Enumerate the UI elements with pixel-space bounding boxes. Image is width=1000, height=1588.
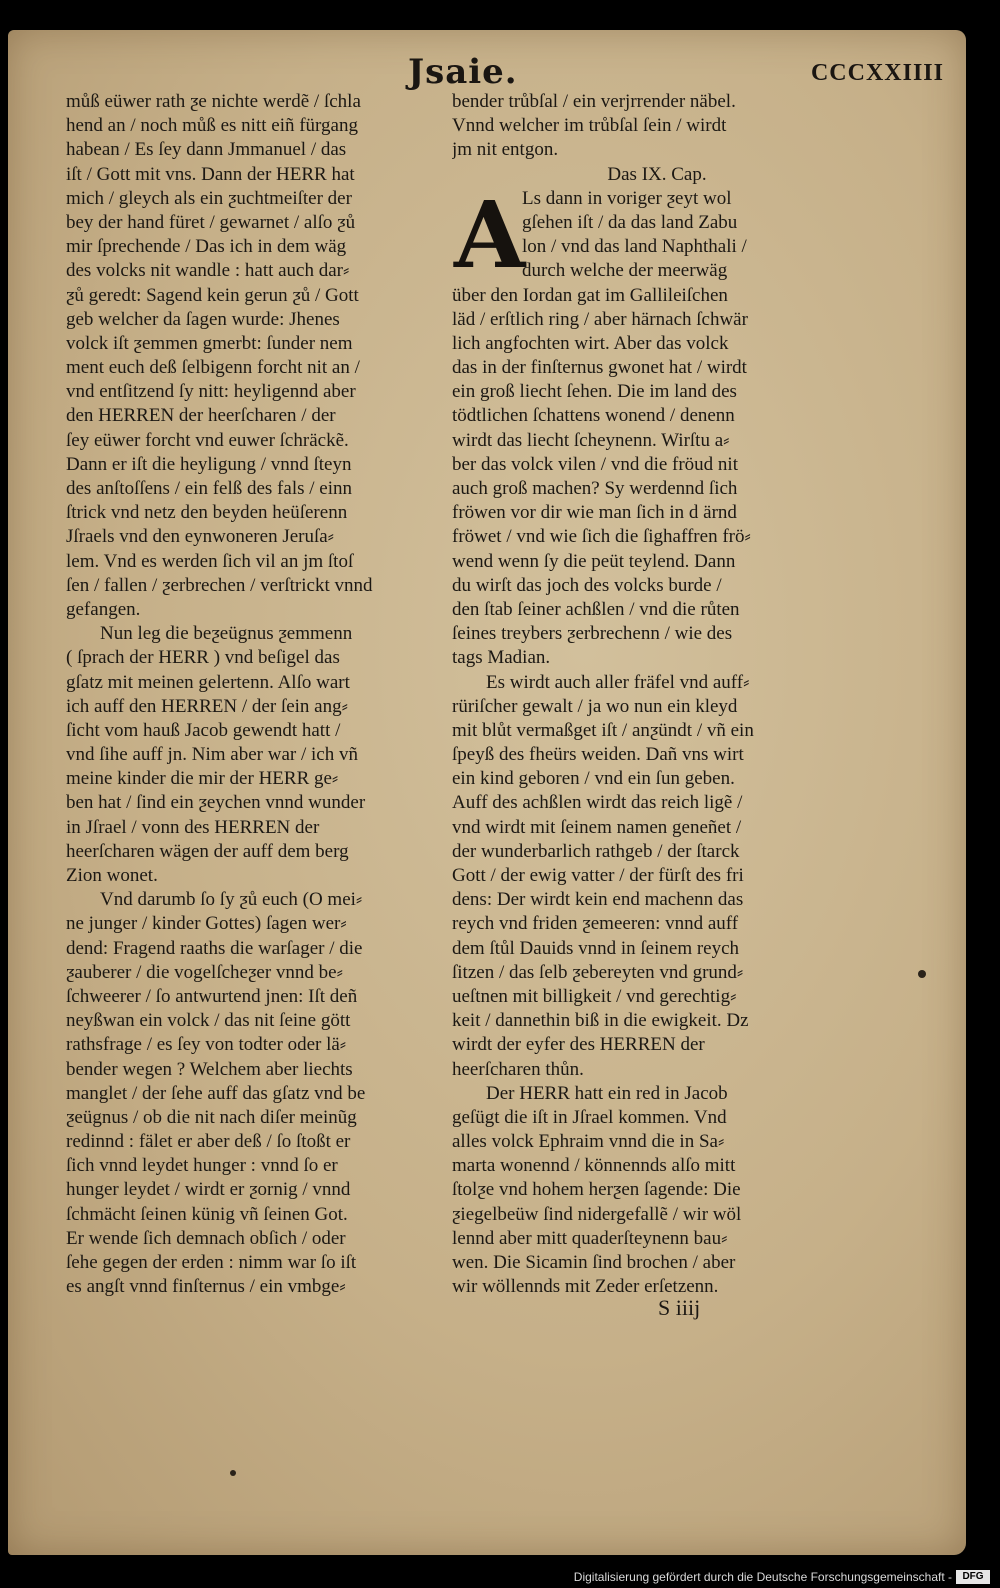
text-line: heerſcharen thůn. (452, 1058, 584, 1080)
text-line: es angſt vnnd finſternus / ein vmbge⸗ (66, 1276, 346, 1298)
text-line: Gott / der ewig vatter / der fürſt des fri (452, 865, 744, 886)
text-line: wend wenn ſy die peüt teylend. Dann (452, 550, 736, 572)
text-line: ne junger / kinder Gottes) ſagen wer⸗ (66, 913, 347, 935)
text-line: mit blůt vermaßget iſt / anƺündt / vñ ein (452, 719, 754, 741)
dfg-logo: DFG (956, 1570, 990, 1584)
text-line: des anſtoſſens / ein felß des fals / einn (66, 478, 352, 499)
text-line: wir wöllennds mit Zeder erſetzenn. (452, 1276, 719, 1298)
text-line: Dann er iſt die heyligung / vnnd ſteyn (66, 453, 352, 475)
running-title: Jsaie. (408, 52, 518, 92)
text-line: hunger leydet / wirdt er ƺornig / vnnd (66, 1179, 351, 1201)
text-line: lem. Vnd es werden ſich vil an jm ſtoſ (66, 550, 354, 572)
text-line: alles volck Ephraim vnnd die in Sa⸗ (452, 1131, 725, 1153)
text-line: du wirſt das joch des volcks burde / (452, 574, 722, 596)
text-line: ſitzen / das ſelb ƺebereyten vnd grund⸗ (452, 961, 744, 983)
text-line: wirdt der eyfer des HERREN der (452, 1034, 705, 1056)
text-line: ( ſprach der HERR ) vnd beſigel das (66, 647, 340, 669)
text-line: ein groß liecht ſehen. Die im land des (452, 381, 737, 403)
text-line: tags Madian. (452, 647, 551, 669)
text-line: ſchweerer / ſo antwurtend jnen: Iſt deñ (66, 985, 358, 1007)
text-line: ueſtnen mit billigkeit / vnd gerechtig⸗ (452, 985, 737, 1007)
text-line: redinnd : fälet er aber deß / ſo ſtoßt er (66, 1131, 351, 1153)
text-line: rüriſcher gewalt / ja wo nun ein kleyd (452, 695, 738, 717)
text-line: fröwet / vnd wie ſich die ſighaffren frö⸗ (452, 526, 751, 548)
text-line: Er wende ſich demnach obſich / oder (66, 1227, 346, 1249)
left-column (66, 90, 441, 1299)
text-line: den HERREN der heerſcharen / der (66, 405, 336, 427)
text-line: můß eüwer rath ƺe nichte werdẽ / ſchla (66, 91, 361, 112)
text-line: ƺiegelbeüw ſind nidergefallẽ / wir wöl (452, 1203, 742, 1225)
book-page (8, 30, 966, 1555)
text-line: geſügt die iſt in Jſrael kommen. Vnd (452, 1106, 727, 1128)
text-line: mir ſprechende / Das ich in dem wäg (66, 236, 347, 258)
text-line: über den Iordan gat im Gallileiſchen (452, 284, 728, 306)
text-line: ment euch deß ſelbigenn forcht nit an / (66, 357, 360, 379)
text-line: ſey eüwer forcht vnd euwer ſchräckẽ. (66, 429, 349, 451)
text-line: Der HERR hatt ein red in Jacob (486, 1082, 728, 1104)
text-line: ſicht vom hauß Jacob gewendt hatt / (66, 719, 341, 741)
text-line: vnd wirdt mit ſeinem namen geneñet / (452, 816, 742, 838)
text-line: mich / gleych als ein ƺuchtmeiſter der (66, 187, 352, 209)
chapter-heading: Das IX. Cap. (607, 163, 707, 185)
text-line: wirdt das liecht ſcheynenn. Wirſtu a⸗ (452, 429, 730, 451)
right-column-intro (452, 90, 822, 163)
text-line: gſatz mit meinen gelertenn. Alſo wart (66, 671, 350, 693)
text-line: ſen / fallen / ƺerbrechen / verſtrickt vnnd (66, 574, 373, 596)
text-line: lich angfochten wirt. Aber das volck (452, 332, 729, 354)
text-line: ber das volck vilen / vnd die fröud nit (452, 453, 738, 475)
footer-bar (0, 1562, 1000, 1588)
drop-cap-text-line: lon / vnd das land Naphthali / (522, 236, 747, 258)
right-column (452, 90, 822, 1299)
text-line: bender wegen ? Welchem aber liechts (66, 1058, 353, 1080)
text-line: ich auff den HERREN / der ſein ang⸗ (66, 695, 348, 717)
text-line: das in der finſternus gwonet hat / wirdt (452, 357, 747, 379)
text-line: ſpeyß des fheürs weiden. Dañ vns wirt (452, 744, 744, 766)
text-line: Auff des achßlen wirdt das reich ligẽ / (452, 792, 743, 814)
text-line: neyßwan ein volck / das nit ſeine gött (66, 1010, 351, 1032)
text-line: marta wonennd / könnennds alſo mitt (452, 1155, 736, 1177)
text-line: ſchmächt ſeinen künig vñ ſeinen Got. (66, 1203, 348, 1225)
text-line: auch groß machen? Sy werdennd ſich (452, 478, 738, 499)
text-line: ein kind geboren / vnd ein ſun geben. (452, 768, 735, 790)
text-line: Zion wonet. (66, 865, 158, 886)
text-line: bey der hand füret / gewarnet / alſo ƺů (66, 211, 356, 233)
text-line: jm nit entgon. (452, 139, 559, 161)
text-line: heerſcharen wägen der auff dem berg (66, 840, 349, 862)
text-line: volck iſt ƺemmen gmerbt: ſunder nem (66, 332, 353, 354)
text-line: ſich vnnd leydet hunger : vnnd ſo er (66, 1155, 338, 1177)
text-line: Vnd darumb ſo ſy ƺů euch (O mei⸗ (100, 889, 363, 911)
text-line: iſt / Gott mit vns. Dann der HERR hat (66, 163, 355, 185)
text-line: in Jſrael / vonn des HERREN der (66, 816, 320, 838)
chapter-opening (452, 180, 822, 289)
text-line: Nun leg die beƺeügnus ƺemmenn (100, 623, 353, 645)
text-line: keit / dannethin biß in die ewigkeit. Dz (452, 1010, 749, 1032)
text-line: geb welcher da ſagen wurde: Jhenes (66, 308, 340, 330)
text-line: Jſraels vnd den eynwoneren Jeruſa⸗ (66, 526, 335, 548)
text-line: ƺauberer / die vogelſcheƺer vnnd be⸗ (66, 961, 343, 983)
footer-credit: Digitalisierung gefördert durch die Deutsche Forschungsgemeinschaft - (573, 1570, 952, 1584)
drop-cap-text-line: Ls dann in voriger ƺeyt wol (522, 187, 732, 209)
drop-cap-text-line: durch welche der meerwäg (522, 260, 728, 282)
text-line: gefangen. (66, 598, 141, 620)
text-line: meine kinder die mir der HERR ge⸗ (66, 768, 339, 790)
right-column-body (452, 284, 822, 1300)
text-line: des volcks nit wandle : hatt auch dar⸗ (66, 260, 350, 282)
text-line: vnd entſitzend ſy nitt: heyligennd aber (66, 381, 356, 403)
text-line: ſtolƺe vnd hohem herƺen ſagende: Die (452, 1179, 741, 1201)
page-blemish (918, 970, 926, 978)
text-line: dend: Fragend raaths die warſager / die (66, 937, 363, 959)
text-line: dens: Der wirdt kein end machenn das (452, 889, 744, 911)
text-line: reych vnd friden ƺemeeren: vnnd auff (452, 913, 739, 935)
text-line: ben hat / ſind ein ƺeychen vnnd wunder (66, 792, 366, 814)
text-line: ſeines treybers ƺerbrechenn / wie des (452, 623, 733, 645)
text-line: hend an / noch můß es nitt eiñ fürgang (66, 115, 358, 137)
text-line: vnd ſihe auff jn. Nim aber war / ich vñ (66, 744, 358, 766)
text-line: Vnnd welcher im trůbſal ſein / wirdt (452, 115, 727, 137)
text-line: rathsfrage / es ſey von todter oder lä⸗ (66, 1034, 347, 1056)
text-line: fröwen vor dir wie man ſich in d ärnd (452, 502, 737, 524)
text-line: ſehe gegen der erden : nimm war ſo iſt (66, 1252, 357, 1273)
text-line: den ſtab ſeiner achßlen / vnd die růten (452, 598, 740, 620)
drop-cap-text-line: gſehen iſt / da das land Zabu (522, 211, 738, 233)
signature-mark: S iiij (658, 1295, 701, 1320)
page-blemish (230, 1470, 236, 1476)
drop-cap: A (454, 180, 526, 289)
text-line: lennd aber mitt quaderſteynenn bau⸗ (452, 1227, 728, 1249)
text-line: manglet / der ſehe auff das gſatz vnd be (66, 1082, 366, 1104)
folio-number: CCCXXIIII (810, 60, 944, 86)
text-line: läd / erſtlich ring / aber härnach ſchwär (452, 308, 748, 330)
text-line: ƺeügnus / ob die nit nach diſer meinũg (66, 1106, 357, 1128)
text-line: wen. Die Sicamin ſind brochen / aber (452, 1252, 736, 1273)
text-line: bender trůbſal / ein verjrrender näbel. (452, 91, 736, 112)
text-line: ſtrick vnd netz den beyden heüſerenn (66, 502, 348, 524)
text-line: habean / Es ſey dann Jmmanuel / das (66, 139, 347, 161)
text-line: dem ſtůl Dauids vnnd in ſeinem reych (452, 937, 740, 959)
text-line: Es wirdt auch aller fräfel vnd auff⸗ (486, 671, 750, 693)
text-line: tödtlichen ſchattens wonend / denenn (452, 405, 735, 427)
text-line: ƺů geredt: Sagend kein gerun ƺů / Gott (66, 284, 359, 306)
text-line: der wunderbarlich rathgeb / der ſtarck (452, 840, 740, 862)
